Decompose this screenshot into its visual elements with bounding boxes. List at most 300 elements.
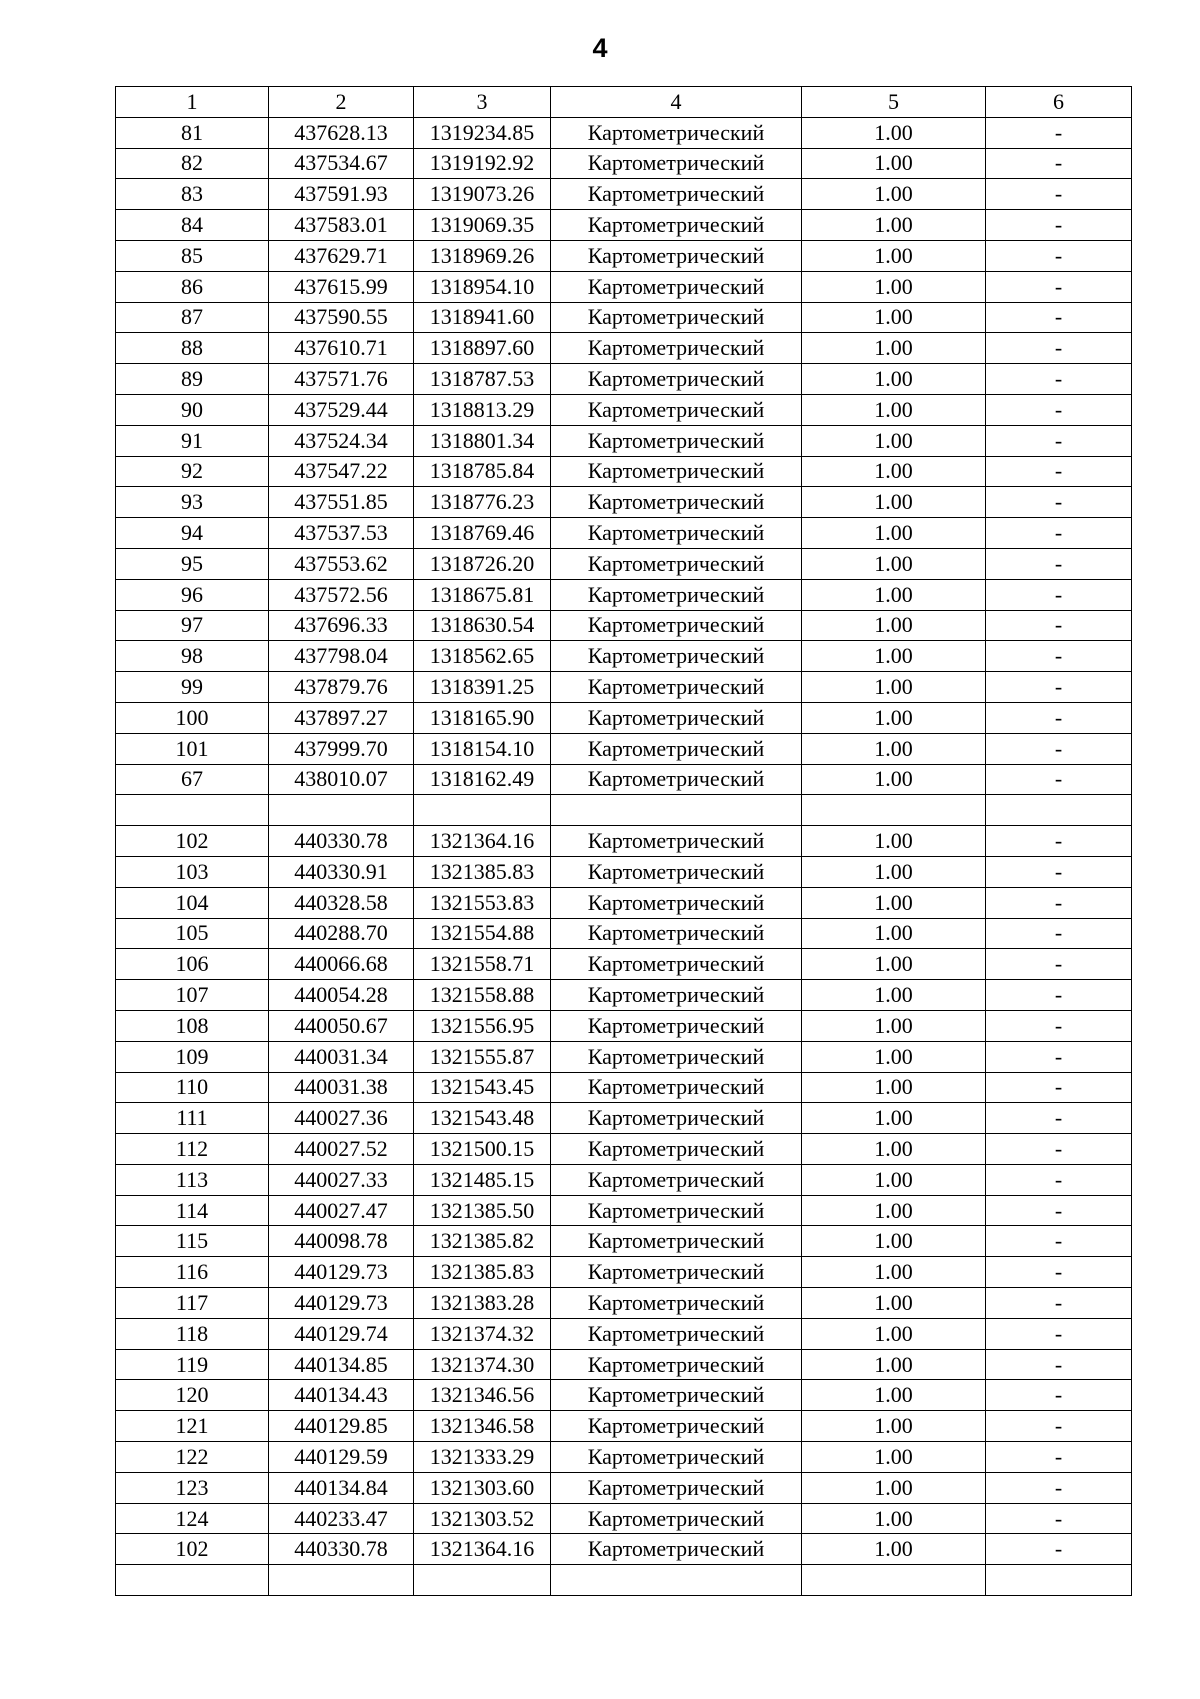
y-coordinate-cell: 1321558.71: [414, 949, 551, 980]
point-number-cell: 67: [116, 764, 269, 795]
method-cell: Картометрический: [551, 1072, 802, 1103]
table-row: [116, 456, 1132, 487]
accuracy-cell: 1.00: [802, 271, 986, 302]
point-number-cell: 97: [116, 610, 269, 641]
description-cell: -: [986, 733, 1132, 764]
x-coordinate-cell: 437572.56: [269, 579, 414, 610]
accuracy-cell: 1.00: [802, 1072, 986, 1103]
method-cell: Картометрический: [551, 918, 802, 949]
y-coordinate-cell: 1321500.15: [414, 1134, 551, 1165]
y-coordinate-cell: 1321303.60: [414, 1472, 551, 1503]
x-coordinate-cell: 440330.78: [269, 826, 414, 857]
y-coordinate-cell: 1318954.10: [414, 271, 551, 302]
accuracy-cell: 1.00: [802, 949, 986, 980]
point-number-cell: 95: [116, 548, 269, 579]
description-cell: -: [986, 487, 1132, 518]
accuracy-cell: 1.00: [802, 1134, 986, 1165]
accuracy-cell: 1.00: [802, 1257, 986, 1288]
description-cell: -: [986, 271, 1132, 302]
accuracy-cell: 1.00: [802, 394, 986, 425]
table-row: [116, 1226, 1132, 1257]
description-cell: -: [986, 210, 1132, 241]
method-cell: Картометрический: [551, 1503, 802, 1534]
description-cell: -: [986, 148, 1132, 179]
point-number-cell: 87: [116, 302, 269, 333]
point-number-cell: 112: [116, 1134, 269, 1165]
x-coordinate-cell: 437615.99: [269, 271, 414, 302]
point-number-cell: 100: [116, 702, 269, 733]
description-cell: -: [986, 1164, 1132, 1195]
point-number-cell: 122: [116, 1442, 269, 1473]
accuracy-cell: 1.00: [802, 1195, 986, 1226]
y-coordinate-cell: 1321364.16: [414, 1534, 551, 1565]
table-row: [116, 610, 1132, 641]
table-row: [116, 1349, 1132, 1380]
accuracy-cell: 1.00: [802, 826, 986, 857]
description-cell: -: [986, 333, 1132, 364]
method-cell: Картометрический: [551, 456, 802, 487]
method-cell: Картометрический: [551, 487, 802, 518]
table-row: [116, 764, 1132, 795]
description-cell: -: [986, 1010, 1132, 1041]
description-cell: -: [986, 672, 1132, 703]
method-cell: Картометрический: [551, 610, 802, 641]
point-number-cell: 121: [116, 1411, 269, 1442]
description-cell: [986, 1565, 1132, 1596]
method-cell: Картометрический: [551, 240, 802, 271]
y-coordinate-cell: 1318785.84: [414, 456, 551, 487]
y-coordinate-cell: 1321303.52: [414, 1503, 551, 1534]
x-coordinate-cell: 440129.73: [269, 1288, 414, 1319]
description-cell: -: [986, 1472, 1132, 1503]
point-number-cell: 84: [116, 210, 269, 241]
accuracy-cell: 1.00: [802, 456, 986, 487]
method-cell: Картометрический: [551, 271, 802, 302]
y-coordinate-cell: 1319069.35: [414, 210, 551, 241]
method-cell: Картометрический: [551, 1257, 802, 1288]
table-row: [116, 148, 1132, 179]
accuracy-cell: 1.00: [802, 1041, 986, 1072]
method-cell: Картометрический: [551, 856, 802, 887]
description-cell: -: [986, 641, 1132, 672]
x-coordinate-cell: 440054.28: [269, 980, 414, 1011]
x-coordinate-cell: 440134.43: [269, 1380, 414, 1411]
method-cell: Картометрический: [551, 1041, 802, 1072]
point-number-cell: 123: [116, 1472, 269, 1503]
method-cell: Картометрический: [551, 764, 802, 795]
column-header: 4: [551, 87, 802, 118]
table-row: [116, 1472, 1132, 1503]
point-number-cell: 101: [116, 733, 269, 764]
y-coordinate-cell: 1318787.53: [414, 364, 551, 395]
table-row: [116, 1164, 1132, 1195]
description-cell: -: [986, 1226, 1132, 1257]
point-number-cell: 106: [116, 949, 269, 980]
accuracy-cell: 1.00: [802, 1226, 986, 1257]
y-coordinate-cell: 1321485.15: [414, 1164, 551, 1195]
y-coordinate-cell: 1321385.83: [414, 856, 551, 887]
table-row: [116, 302, 1132, 333]
table-row: [116, 518, 1132, 549]
coordinates-table: [115, 86, 1132, 1596]
y-coordinate-cell: 1321383.28: [414, 1288, 551, 1319]
table-row: [116, 117, 1132, 148]
point-number-cell: 109: [116, 1041, 269, 1072]
x-coordinate-cell: 440031.38: [269, 1072, 414, 1103]
y-coordinate-cell: 1318562.65: [414, 641, 551, 672]
y-coordinate-cell: 1318165.90: [414, 702, 551, 733]
accuracy-cell: 1.00: [802, 1411, 986, 1442]
table-row: [116, 1010, 1132, 1041]
point-number-cell: 102: [116, 1534, 269, 1565]
y-coordinate-cell: [414, 1565, 551, 1596]
table-row: [116, 210, 1132, 241]
page-number: 4: [592, 33, 608, 63]
point-number-cell: 116: [116, 1257, 269, 1288]
x-coordinate-cell: 440129.59: [269, 1442, 414, 1473]
method-cell: Картометрический: [551, 364, 802, 395]
x-coordinate-cell: 440288.70: [269, 918, 414, 949]
description-cell: -: [986, 1103, 1132, 1134]
method-cell: Картометрический: [551, 425, 802, 456]
x-coordinate-cell: 440134.85: [269, 1349, 414, 1380]
x-coordinate-cell: 437591.93: [269, 179, 414, 210]
point-number-cell: 86: [116, 271, 269, 302]
accuracy-cell: 1.00: [802, 333, 986, 364]
y-coordinate-cell: 1321543.48: [414, 1103, 551, 1134]
description-cell: -: [986, 887, 1132, 918]
point-number-cell: 114: [116, 1195, 269, 1226]
x-coordinate-cell: 440233.47: [269, 1503, 414, 1534]
accuracy-cell: 1.00: [802, 579, 986, 610]
table-row: [116, 548, 1132, 579]
point-number-cell: 83: [116, 179, 269, 210]
x-coordinate-cell: 440027.33: [269, 1164, 414, 1195]
table-row: [116, 1257, 1132, 1288]
method-cell: Картометрический: [551, 302, 802, 333]
description-cell: -: [986, 1318, 1132, 1349]
method-cell: Картометрический: [551, 949, 802, 980]
point-number-cell: 99: [116, 672, 269, 703]
accuracy-cell: 1.00: [802, 1288, 986, 1319]
x-coordinate-cell: 440031.34: [269, 1041, 414, 1072]
point-number-cell: 111: [116, 1103, 269, 1134]
y-coordinate-cell: 1318726.20: [414, 548, 551, 579]
point-number-cell: 110: [116, 1072, 269, 1103]
x-coordinate-cell: 437553.62: [269, 548, 414, 579]
table-row: [116, 179, 1132, 210]
x-coordinate-cell: 440066.68: [269, 949, 414, 980]
description-cell: -: [986, 1411, 1132, 1442]
x-coordinate-cell: 440027.47: [269, 1195, 414, 1226]
description-cell: -: [986, 548, 1132, 579]
table-row: [116, 271, 1132, 302]
point-number-cell: [116, 795, 269, 826]
y-coordinate-cell: 1321556.95: [414, 1010, 551, 1041]
point-number-cell: 119: [116, 1349, 269, 1380]
x-coordinate-cell: [269, 795, 414, 826]
y-coordinate-cell: 1318154.10: [414, 733, 551, 764]
y-coordinate-cell: 1318630.54: [414, 610, 551, 641]
y-coordinate-cell: 1318897.60: [414, 333, 551, 364]
description-cell: -: [986, 1195, 1132, 1226]
x-coordinate-cell: 440129.73: [269, 1257, 414, 1288]
method-cell: Картометрический: [551, 980, 802, 1011]
method-cell: Картометрический: [551, 1134, 802, 1165]
y-coordinate-cell: 1321385.50: [414, 1195, 551, 1226]
y-coordinate-cell: 1321374.30: [414, 1349, 551, 1380]
description-cell: -: [986, 1288, 1132, 1319]
table-body: [116, 87, 1132, 1596]
table-row: [116, 579, 1132, 610]
accuracy-cell: 1.00: [802, 148, 986, 179]
accuracy-cell: 1.00: [802, 425, 986, 456]
method-cell: Картометрический: [551, 1534, 802, 1565]
description-cell: -: [986, 456, 1132, 487]
point-number-cell: 90: [116, 394, 269, 425]
point-number-cell: 107: [116, 980, 269, 1011]
column-header: 1: [116, 87, 269, 118]
description-cell: -: [986, 179, 1132, 210]
method-cell: Картометрический: [551, 117, 802, 148]
y-coordinate-cell: 1318941.60: [414, 302, 551, 333]
y-coordinate-cell: 1319073.26: [414, 179, 551, 210]
y-coordinate-cell: 1318675.81: [414, 579, 551, 610]
accuracy-cell: 1.00: [802, 302, 986, 333]
accuracy-cell: 1.00: [802, 702, 986, 733]
x-coordinate-cell: 437879.76: [269, 672, 414, 703]
y-coordinate-cell: 1318776.23: [414, 487, 551, 518]
table-row: [116, 733, 1132, 764]
description-cell: -: [986, 980, 1132, 1011]
method-cell: Картометрический: [551, 1349, 802, 1380]
y-coordinate-cell: 1318769.46: [414, 518, 551, 549]
accuracy-cell: 1.00: [802, 1472, 986, 1503]
table-header-row: [116, 87, 1132, 118]
point-number-cell: 120: [116, 1380, 269, 1411]
table-row: [116, 1442, 1132, 1473]
accuracy-cell: 1.00: [802, 364, 986, 395]
description-cell: -: [986, 1257, 1132, 1288]
table-row: [116, 641, 1132, 672]
method-cell: Картометрический: [551, 826, 802, 857]
point-number-cell: 105: [116, 918, 269, 949]
y-coordinate-cell: 1321553.83: [414, 887, 551, 918]
x-coordinate-cell: 437999.70: [269, 733, 414, 764]
y-coordinate-cell: 1319192.92: [414, 148, 551, 179]
y-coordinate-cell: 1321543.45: [414, 1072, 551, 1103]
point-number-cell: 92: [116, 456, 269, 487]
accuracy-cell: 1.00: [802, 672, 986, 703]
table-separator-row: [116, 795, 1132, 826]
y-coordinate-cell: 1321364.16: [414, 826, 551, 857]
x-coordinate-cell: 437547.22: [269, 456, 414, 487]
accuracy-cell: 1.00: [802, 733, 986, 764]
method-cell: Картометрический: [551, 733, 802, 764]
description-cell: -: [986, 1380, 1132, 1411]
y-coordinate-cell: 1321333.29: [414, 1442, 551, 1473]
x-coordinate-cell: 440328.58: [269, 887, 414, 918]
table-row: [116, 1134, 1132, 1165]
y-coordinate-cell: 1318391.25: [414, 672, 551, 703]
method-cell: Картометрический: [551, 1380, 802, 1411]
description-cell: -: [986, 918, 1132, 949]
accuracy-cell: 1.00: [802, 764, 986, 795]
description-cell: -: [986, 702, 1132, 733]
table-row: [116, 333, 1132, 364]
table-row: [116, 1503, 1132, 1534]
table-row: [116, 918, 1132, 949]
point-number-cell: 117: [116, 1288, 269, 1319]
x-coordinate-cell: [269, 1565, 414, 1596]
x-coordinate-cell: 440330.78: [269, 1534, 414, 1565]
point-number-cell: 118: [116, 1318, 269, 1349]
method-cell: [551, 795, 802, 826]
method-cell: Картометрический: [551, 148, 802, 179]
accuracy-cell: 1.00: [802, 641, 986, 672]
method-cell: Картометрический: [551, 1318, 802, 1349]
accuracy-cell: 1.00: [802, 1442, 986, 1473]
table-row: [116, 672, 1132, 703]
x-coordinate-cell: 437534.67: [269, 148, 414, 179]
x-coordinate-cell: 440050.67: [269, 1010, 414, 1041]
y-coordinate-cell: 1321346.56: [414, 1380, 551, 1411]
method-cell: Картометрический: [551, 1010, 802, 1041]
table-row: [116, 980, 1132, 1011]
accuracy-cell: 1.00: [802, 887, 986, 918]
point-number-cell: 96: [116, 579, 269, 610]
description-cell: -: [986, 302, 1132, 333]
column-header: 6: [986, 87, 1132, 118]
table-row: [116, 949, 1132, 980]
description-cell: -: [986, 1442, 1132, 1473]
x-coordinate-cell: 437629.71: [269, 240, 414, 271]
accuracy-cell: 1.00: [802, 548, 986, 579]
table-row: [116, 1072, 1132, 1103]
x-coordinate-cell: 437537.53: [269, 518, 414, 549]
method-cell: Картометрический: [551, 179, 802, 210]
description-cell: -: [986, 764, 1132, 795]
y-coordinate-cell: 1321346.58: [414, 1411, 551, 1442]
x-coordinate-cell: 440098.78: [269, 1226, 414, 1257]
point-number-cell: 103: [116, 856, 269, 887]
x-coordinate-cell: 440129.74: [269, 1318, 414, 1349]
accuracy-cell: 1.00: [802, 179, 986, 210]
table-separator-row: [116, 1565, 1132, 1596]
x-coordinate-cell: 440330.91: [269, 856, 414, 887]
y-coordinate-cell: 1318969.26: [414, 240, 551, 271]
point-number-cell: 124: [116, 1503, 269, 1534]
y-coordinate-cell: 1318162.49: [414, 764, 551, 795]
description-cell: -: [986, 579, 1132, 610]
table-row: [116, 1195, 1132, 1226]
method-cell: Картометрический: [551, 1288, 802, 1319]
accuracy-cell: 1.00: [802, 918, 986, 949]
point-number-cell: 108: [116, 1010, 269, 1041]
method-cell: Картометрический: [551, 548, 802, 579]
accuracy-cell: 1.00: [802, 1380, 986, 1411]
description-cell: -: [986, 826, 1132, 857]
description-cell: -: [986, 1503, 1132, 1534]
y-coordinate-cell: 1321555.87: [414, 1041, 551, 1072]
x-coordinate-cell: 440027.52: [269, 1134, 414, 1165]
x-coordinate-cell: 437583.01: [269, 210, 414, 241]
description-cell: -: [986, 856, 1132, 887]
accuracy-cell: 1.00: [802, 1503, 986, 1534]
method-cell: Картометрический: [551, 1164, 802, 1195]
x-coordinate-cell: 437696.33: [269, 610, 414, 641]
y-coordinate-cell: 1319234.85: [414, 117, 551, 148]
method-cell: Картометрический: [551, 394, 802, 425]
description-cell: -: [986, 364, 1132, 395]
description-cell: -: [986, 425, 1132, 456]
point-number-cell: 113: [116, 1164, 269, 1195]
table-row: [116, 826, 1132, 857]
method-cell: Картометрический: [551, 518, 802, 549]
x-coordinate-cell: 440134.84: [269, 1472, 414, 1503]
x-coordinate-cell: 438010.07: [269, 764, 414, 795]
method-cell: Картометрический: [551, 210, 802, 241]
point-number-cell: 115: [116, 1226, 269, 1257]
point-number-cell: 85: [116, 240, 269, 271]
table-row: [116, 425, 1132, 456]
method-cell: Картометрический: [551, 1411, 802, 1442]
x-coordinate-cell: 437524.34: [269, 425, 414, 456]
description-cell: -: [986, 949, 1132, 980]
accuracy-cell: 1.00: [802, 487, 986, 518]
table-row: [116, 856, 1132, 887]
accuracy-cell: 1.00: [802, 1103, 986, 1134]
point-number-cell: 104: [116, 887, 269, 918]
description-cell: -: [986, 394, 1132, 425]
table-row: [116, 887, 1132, 918]
table-row: [116, 1318, 1132, 1349]
accuracy-cell: 1.00: [802, 518, 986, 549]
method-cell: Картометрический: [551, 1103, 802, 1134]
y-coordinate-cell: 1321385.83: [414, 1257, 551, 1288]
x-coordinate-cell: 437590.55: [269, 302, 414, 333]
table-row: [116, 1103, 1132, 1134]
x-coordinate-cell: 437610.71: [269, 333, 414, 364]
accuracy-cell: 1.00: [802, 240, 986, 271]
table-row: [116, 487, 1132, 518]
description-cell: -: [986, 240, 1132, 271]
point-number-cell: [116, 1565, 269, 1596]
accuracy-cell: 1.00: [802, 980, 986, 1011]
accuracy-cell: 1.00: [802, 856, 986, 887]
point-number-cell: 88: [116, 333, 269, 364]
point-number-cell: 102: [116, 826, 269, 857]
description-cell: -: [986, 1072, 1132, 1103]
description-cell: -: [986, 117, 1132, 148]
y-coordinate-cell: 1318801.34: [414, 425, 551, 456]
y-coordinate-cell: 1321374.32: [414, 1318, 551, 1349]
method-cell: Картометрический: [551, 702, 802, 733]
column-header: 5: [802, 87, 986, 118]
table-row: [116, 1288, 1132, 1319]
x-coordinate-cell: 440027.36: [269, 1103, 414, 1134]
table-row: [116, 702, 1132, 733]
x-coordinate-cell: 437571.76: [269, 364, 414, 395]
x-coordinate-cell: 437798.04: [269, 641, 414, 672]
column-header: 2: [269, 87, 414, 118]
x-coordinate-cell: 437628.13: [269, 117, 414, 148]
y-coordinate-cell: [414, 795, 551, 826]
accuracy-cell: 1.00: [802, 1010, 986, 1041]
accuracy-cell: 1.00: [802, 1318, 986, 1349]
method-cell: Картометрический: [551, 1195, 802, 1226]
x-coordinate-cell: 437551.85: [269, 487, 414, 518]
